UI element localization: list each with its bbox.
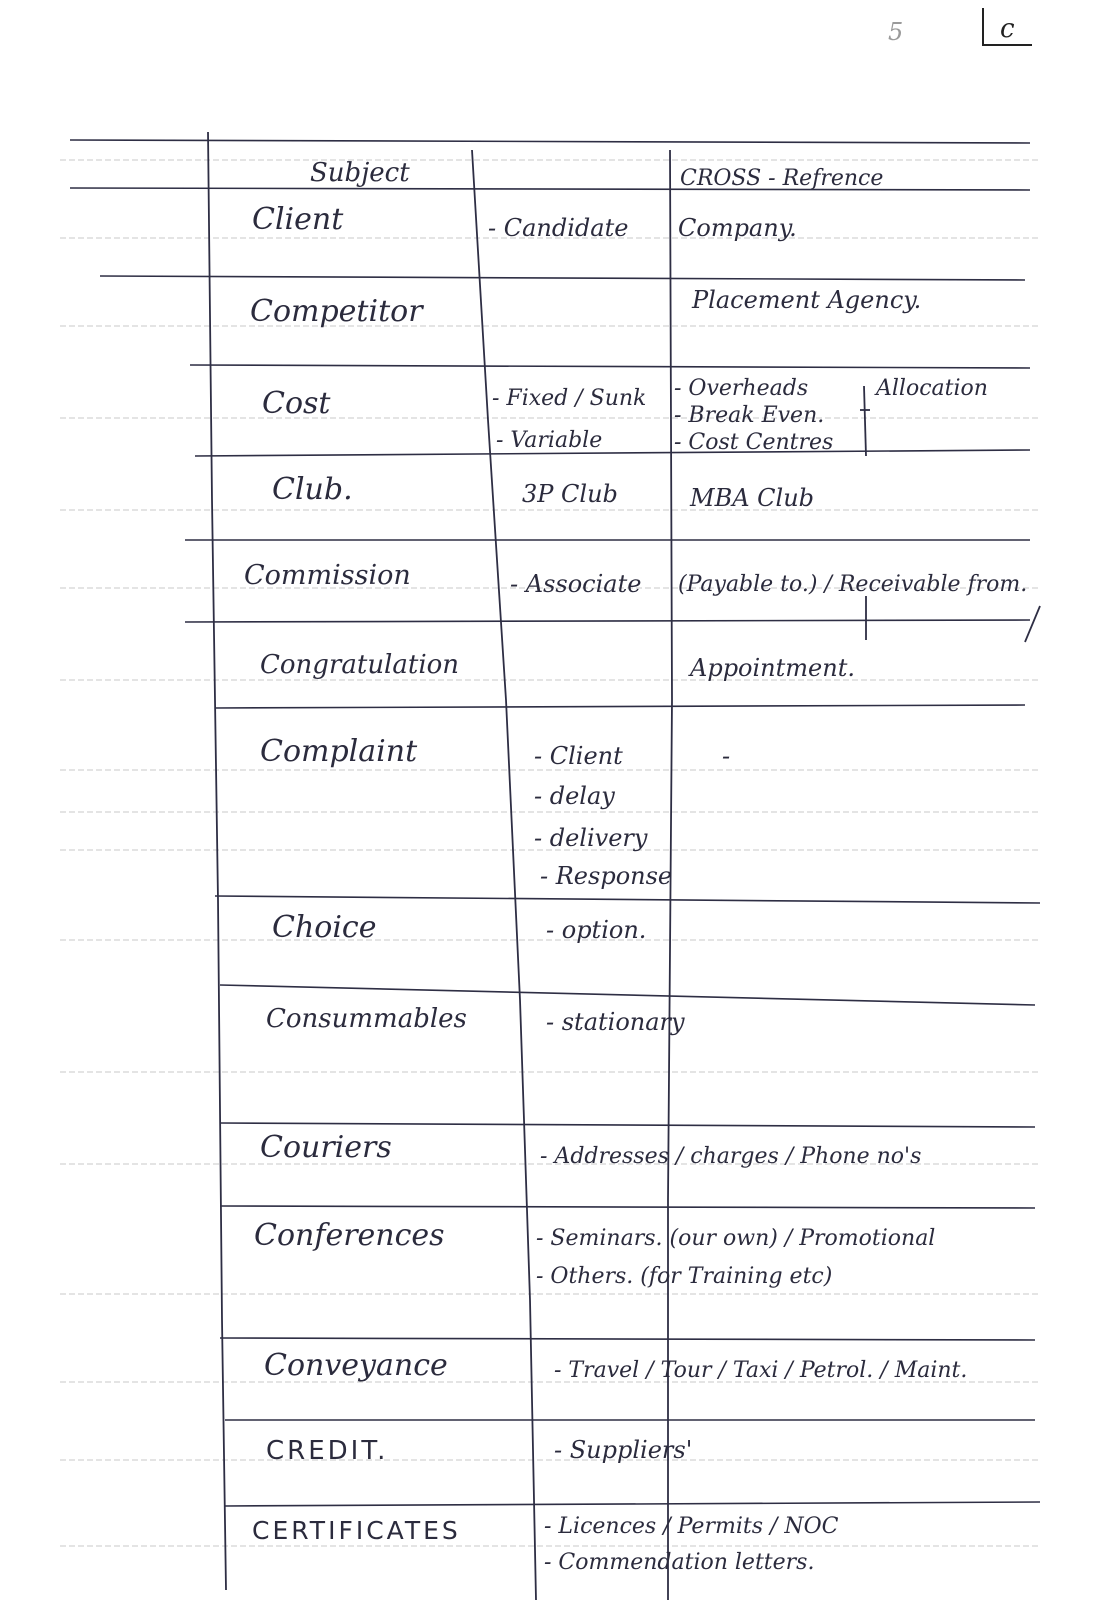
- section-letter: c: [1000, 14, 1015, 44]
- ref-client-1: Company.: [678, 214, 797, 242]
- ref-cost-3: - Cost Centres: [674, 430, 834, 455]
- ref-club-1: MBA Club: [690, 484, 815, 512]
- mid-complaint-4: - Response: [540, 862, 673, 890]
- subject-client: Client: [252, 202, 344, 237]
- subject-consummables: Consummables: [266, 1004, 467, 1034]
- mid-commission-1: - Associate: [510, 570, 642, 598]
- subject-cost: Cost: [262, 386, 331, 421]
- ref-complaint-1: -: [722, 742, 731, 770]
- subject-choice: Choice: [272, 910, 377, 945]
- subject-complaint: Complaint: [260, 734, 418, 769]
- ref-congratulation-1: Appointment.: [690, 654, 855, 682]
- subject-club: Club.: [272, 472, 353, 507]
- mid-complaint-3: - delivery: [534, 824, 648, 852]
- mid-cost-2: - Variable: [496, 428, 603, 453]
- page-number: 5: [888, 18, 904, 46]
- ref-cost-2: - Break Even.: [674, 403, 825, 428]
- header-cross-reference: CROSS - Refrence: [680, 166, 884, 191]
- mid-certificates-1: - Licences / Permits / NOC: [544, 1514, 839, 1539]
- mid-complaint-1: - Client: [534, 742, 623, 770]
- subject-couriers: Couriers: [260, 1130, 392, 1165]
- mid-client-1: - Candidate: [488, 214, 629, 242]
- mid-certificates-2: - Commendation letters.: [544, 1550, 815, 1575]
- subject-certificates: CERTIFICATES: [252, 1516, 461, 1545]
- subject-congratulation: Congratulation: [260, 650, 460, 680]
- subject-conveyance: Conveyance: [264, 1348, 448, 1383]
- ref-cost-1: - Overheads: [674, 376, 809, 401]
- mid-couriers-1: - Addresses / charges / Phone no's: [540, 1144, 922, 1169]
- ref-competitor-1: Placement Agency.: [692, 286, 922, 314]
- mid-complaint-2: - delay: [534, 782, 615, 810]
- subject-credit: CREDIT.: [266, 1436, 389, 1466]
- mid-credit-1: - Suppliers': [554, 1436, 693, 1464]
- ref-commission-1: (Payable to.) / Receivable from.: [678, 572, 1028, 597]
- ref-cost-allocation: Allocation: [876, 376, 988, 401]
- mid-conveyance-1: - Travel / Tour / Taxi / Petrol. / Maint.: [554, 1358, 968, 1383]
- mid-choice-1: - option.: [546, 916, 647, 944]
- mid-conferences-2: - Others. (for Training etc): [536, 1264, 833, 1289]
- subject-conferences: Conferences: [254, 1218, 445, 1253]
- mid-cost-1: - Fixed / Sunk: [492, 386, 647, 411]
- subject-commission: Commission: [244, 560, 411, 591]
- mid-club-1: 3P Club: [522, 480, 618, 508]
- mid-conferences-1: - Seminars. (our own) / Promotional: [536, 1226, 936, 1251]
- header-subject: Subject: [310, 158, 410, 188]
- subject-competitor: Competitor: [250, 294, 423, 329]
- mid-consummables-1: - stationary: [546, 1008, 685, 1036]
